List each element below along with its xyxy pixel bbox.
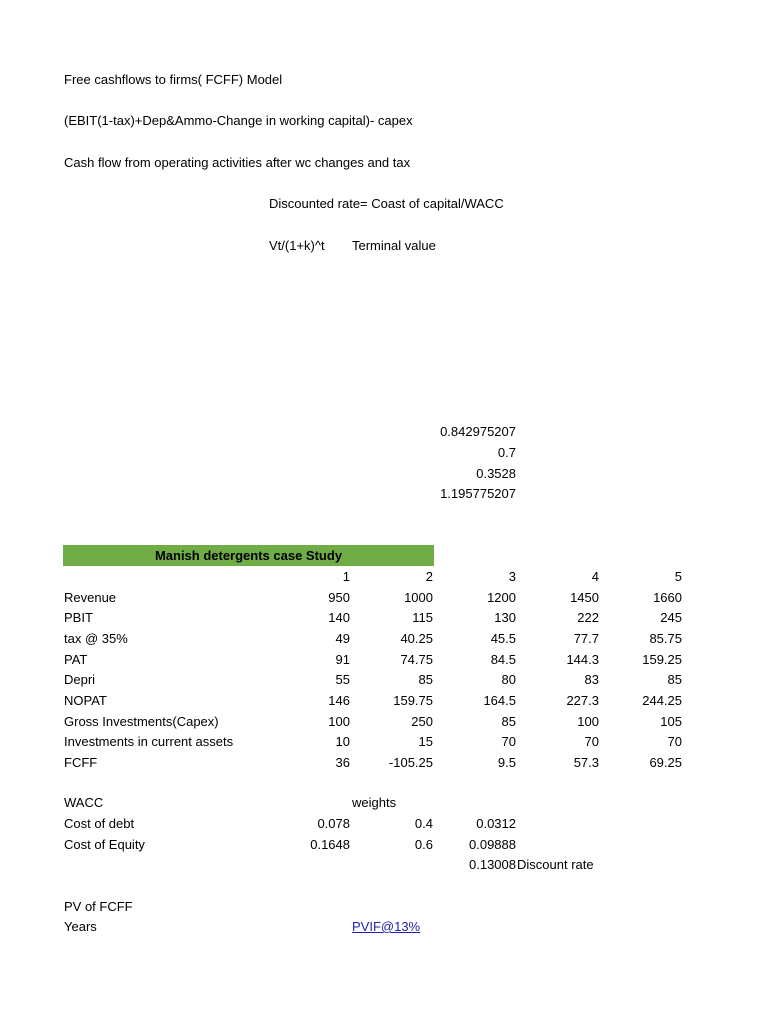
row-label: PAT — [64, 652, 88, 667]
cell: 36 — [335, 755, 350, 770]
year-header: 5 — [674, 569, 682, 584]
cell: 85.75 — [649, 631, 682, 646]
cell: 9.5 — [497, 755, 516, 770]
cell: 77.7 — [573, 631, 599, 646]
cell: 100 — [328, 714, 350, 729]
row-label: tax @ 35% — [64, 631, 128, 646]
product-cell: 0.0312 — [476, 816, 516, 831]
calc-value: 0.3528 — [476, 466, 516, 481]
pv-formula: Vt/(1+k)^t — [269, 238, 325, 253]
cell: 244.25 — [642, 693, 682, 708]
cell: 1000 — [404, 590, 433, 605]
cell: 1200 — [487, 590, 516, 605]
wacc-label: WACC — [64, 795, 104, 810]
pv-title: PV of FCFF — [64, 899, 133, 914]
cell: 57.3 — [573, 755, 599, 770]
row-label: Cost of Equity — [64, 837, 145, 852]
row-label: Gross Investments(Capex) — [64, 714, 219, 729]
cell: 80 — [501, 672, 516, 687]
cost-cell: 0.078 — [317, 816, 350, 831]
terminal-value-label: Terminal value — [352, 238, 436, 253]
cell: 70 — [584, 734, 599, 749]
weights-label: weights — [352, 795, 397, 810]
cell: 105 — [660, 714, 682, 729]
cell: 74.75 — [400, 652, 433, 667]
cell: 85 — [501, 714, 516, 729]
years-label: Years — [64, 919, 97, 934]
calc-value: 0.842975207 — [440, 424, 516, 439]
cell: 70 — [501, 734, 516, 749]
year-header: 1 — [342, 569, 350, 584]
cell: 130 — [494, 610, 516, 625]
discount-rate-label: Discount rate — [517, 857, 594, 872]
row-label: Investments in current assets — [64, 734, 234, 749]
cell: 69.25 — [649, 755, 682, 770]
cell: 227.3 — [566, 693, 599, 708]
cell: 49 — [335, 631, 350, 646]
row-label: NOPAT — [64, 693, 107, 708]
product-cell: 0.09888 — [469, 837, 516, 852]
cell: 10 — [335, 734, 350, 749]
fcff-formula: (EBIT(1-tax)+Dep&Ammo-Change in working capital)- capex — [64, 113, 413, 128]
row-label: FCFF — [64, 755, 98, 770]
calc-value: 0.7 — [497, 445, 516, 460]
cell: 40.25 — [400, 631, 433, 646]
year-header: 2 — [425, 569, 433, 584]
weight-cell: 0.6 — [414, 837, 433, 852]
cost-cell: 0.1648 — [310, 837, 350, 852]
cell: 91 — [335, 652, 350, 667]
cell: 950 — [328, 590, 350, 605]
cell: 146 — [328, 693, 350, 708]
case-study-title: Manish detergents case Study — [154, 548, 343, 563]
cell: 159.25 — [642, 652, 682, 667]
row-label: Cost of debt — [64, 816, 135, 831]
cell: 222 — [577, 610, 599, 625]
cell: 250 — [411, 714, 433, 729]
cell: 1660 — [653, 590, 682, 605]
cell: 84.5 — [490, 652, 516, 667]
row-label: Revenue — [64, 590, 117, 605]
cell: 115 — [412, 610, 433, 625]
wacc-total: 0.13008 — [469, 857, 516, 872]
cell: 164.5 — [483, 693, 516, 708]
row-label: Depri — [64, 672, 96, 687]
cell: 55 — [335, 672, 350, 687]
cell: 144.3 — [566, 652, 599, 667]
cell: 100 — [577, 714, 599, 729]
weight-cell: 0.4 — [414, 816, 433, 831]
row-label: PBIT — [64, 610, 93, 625]
year-header: 3 — [508, 569, 516, 584]
cell: -105.25 — [388, 755, 433, 770]
cell: 45.5 — [490, 631, 516, 646]
cell: 83 — [584, 672, 599, 687]
cell: 70 — [667, 734, 682, 749]
cell: 1450 — [570, 590, 599, 605]
cell: 245 — [660, 610, 682, 625]
cashflow-note: Cash flow from operating activities after wc changes and tax — [64, 155, 411, 170]
cell: 140 — [328, 610, 350, 625]
cell: 85 — [418, 672, 433, 687]
cell: 159.75 — [393, 693, 433, 708]
cell: 85 — [667, 672, 682, 687]
pvif-link[interactable]: PVIF@13% — [352, 919, 421, 934]
discount-rate-note: Discounted rate= Coast of capital/WACC — [269, 196, 504, 211]
year-header: 4 — [591, 569, 599, 584]
cell: 15 — [418, 734, 433, 749]
calc-value: 1.195775207 — [440, 486, 516, 501]
model-title: Free cashflows to firms( FCFF) Model — [64, 72, 283, 87]
